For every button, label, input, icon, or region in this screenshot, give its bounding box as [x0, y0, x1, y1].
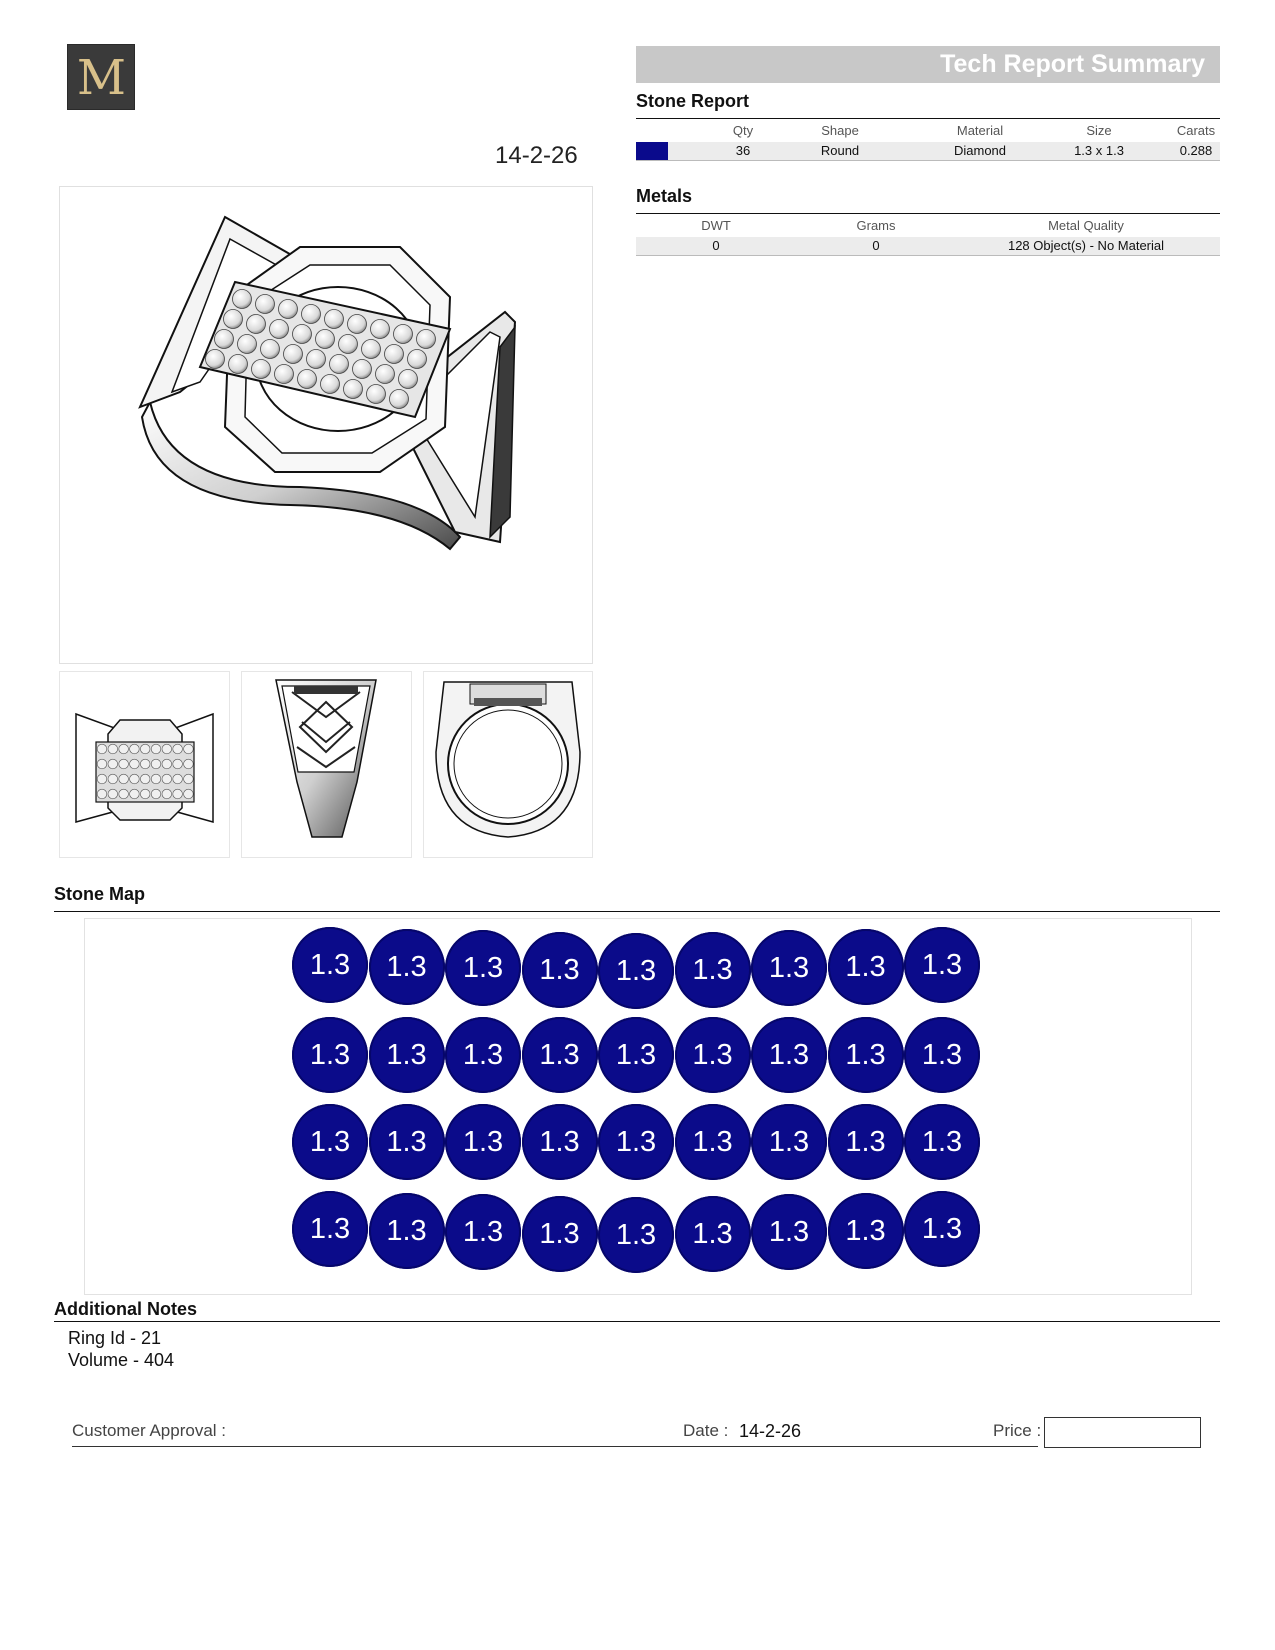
price-field[interactable]: [1044, 1417, 1201, 1448]
stone-map-stone: 1.3: [522, 1017, 598, 1093]
stone-qty: 36: [735, 143, 751, 158]
stone-map-stone: 1.3: [675, 1104, 751, 1180]
approval-date-label: Date :: [683, 1421, 729, 1440]
customer-approval-label: Customer Approval :: [72, 1421, 227, 1440]
stone-map-stone: 1.3: [828, 1017, 904, 1093]
stone-map-stone: 1.3: [369, 929, 445, 1005]
stone-map-stone: 1.3: [675, 932, 751, 1008]
metal-dwt: 0: [712, 238, 720, 253]
stone-map-stone: 1.3: [751, 1104, 827, 1180]
stone-map-stone: 1.3: [904, 1104, 980, 1180]
column-header-carats: Carats: [1176, 123, 1216, 138]
stone-map-stone: 1.3: [751, 930, 827, 1006]
stone-map-stone: 1.3: [445, 1017, 521, 1093]
approval-signature-line: [72, 1446, 1038, 1447]
column-header-metal-quality: Metal Quality: [1048, 218, 1124, 233]
ring-thumbnail-side-view: [241, 671, 412, 858]
header-date: 14-2-26: [495, 142, 578, 169]
stone-size: 1.3 x 1.3: [1074, 143, 1124, 158]
stone-map-stone: 1.3: [292, 1191, 368, 1267]
approval-date-value: 14-2-26: [739, 1421, 802, 1441]
stone-map-title: Stone Map: [54, 884, 146, 904]
stone-report-rule: [636, 118, 1220, 119]
stone-map-stone: 1.3: [522, 1196, 598, 1272]
stone-report-row: [636, 142, 1220, 160]
stone-map-stone: 1.3: [522, 1104, 598, 1180]
stone-map-stone: 1.3: [445, 1104, 521, 1180]
stone-map-stone: 1.3: [445, 1194, 521, 1270]
stone-map-stone: 1.3: [675, 1017, 751, 1093]
stone-color-swatch: [636, 142, 668, 160]
ring-render-main: [59, 186, 593, 664]
column-header-material: Material: [956, 123, 1004, 138]
logo-letter: M: [76, 50, 126, 106]
stone-map-stone: 1.3: [828, 1104, 904, 1180]
stone-map-stone: 1.3: [904, 1017, 980, 1093]
additional-notes-body: [68, 1327, 174, 1371]
report-title-bar: [636, 46, 1220, 83]
note-volume: Volume - 404: [68, 1350, 175, 1370]
metals-row: [636, 237, 1220, 255]
stone-map-stone: 1.3: [522, 932, 598, 1008]
stone-map-rule: [54, 911, 1220, 912]
stone-map-stone: 1.3: [292, 1017, 368, 1093]
stone-report-row-divider: [636, 160, 1220, 161]
metal-grams: 0: [872, 238, 880, 253]
price-label: Price :: [993, 1421, 1042, 1440]
stone-map-stone: 1.3: [445, 930, 521, 1006]
ring-thumbnail-front-view: [423, 671, 593, 858]
stone-map-stone: 1.3: [369, 1193, 445, 1269]
metals-title: Metals: [636, 186, 693, 206]
column-header-grams: Grams: [856, 218, 896, 233]
stone-map-stone: 1.3: [598, 933, 674, 1009]
ring-thumbnail-top-view: [59, 671, 230, 858]
metals-row-divider: [636, 255, 1220, 256]
stone-map-stone: 1.3: [828, 1193, 904, 1269]
stone-map-stone: 1.3: [751, 1017, 827, 1093]
stone-map-stone: 1.3: [598, 1017, 674, 1093]
column-header-dwt: DWT: [701, 218, 731, 233]
stone-map-stone: 1.3: [292, 927, 368, 1003]
stone-map-stone: 1.3: [369, 1104, 445, 1180]
note-ring-id: Ring Id - 21: [68, 1328, 162, 1348]
report-title: Tech Report Summary: [940, 50, 1205, 78]
stone-map-stone: 1.3: [369, 1017, 445, 1093]
metals-header: [636, 218, 1220, 234]
stone-carats: 0.288: [1179, 143, 1213, 158]
stone-map-stone: 1.3: [675, 1196, 751, 1272]
company-logo: [68, 45, 134, 109]
stone-report-header: [636, 123, 1220, 139]
stone-material: Diamond: [953, 143, 1007, 158]
additional-notes-title: Additional Notes: [54, 1299, 197, 1319]
additional-notes-rule: [54, 1321, 1220, 1322]
column-header-size: Size: [1086, 123, 1112, 138]
stone-map-stone: 1.3: [904, 1191, 980, 1267]
stone-map-stone: 1.3: [904, 927, 980, 1003]
stone-map-stone: 1.3: [598, 1104, 674, 1180]
metal-quality: 128 Object(s) - No Material: [1007, 238, 1165, 253]
stone-map-stone: 1.3: [598, 1197, 674, 1273]
stone-map-stone: 1.3: [292, 1104, 368, 1180]
stone-map-stone: 1.3: [751, 1194, 827, 1270]
stone-report-title: Stone Report: [636, 91, 750, 111]
column-header-shape: Shape: [821, 123, 859, 138]
stone-map-stone: 1.3: [828, 929, 904, 1005]
stone-map: [84, 918, 1192, 1295]
column-header-qty: Qty: [732, 123, 754, 138]
metals-rule: [636, 213, 1220, 214]
stone-shape: Round: [820, 143, 860, 158]
